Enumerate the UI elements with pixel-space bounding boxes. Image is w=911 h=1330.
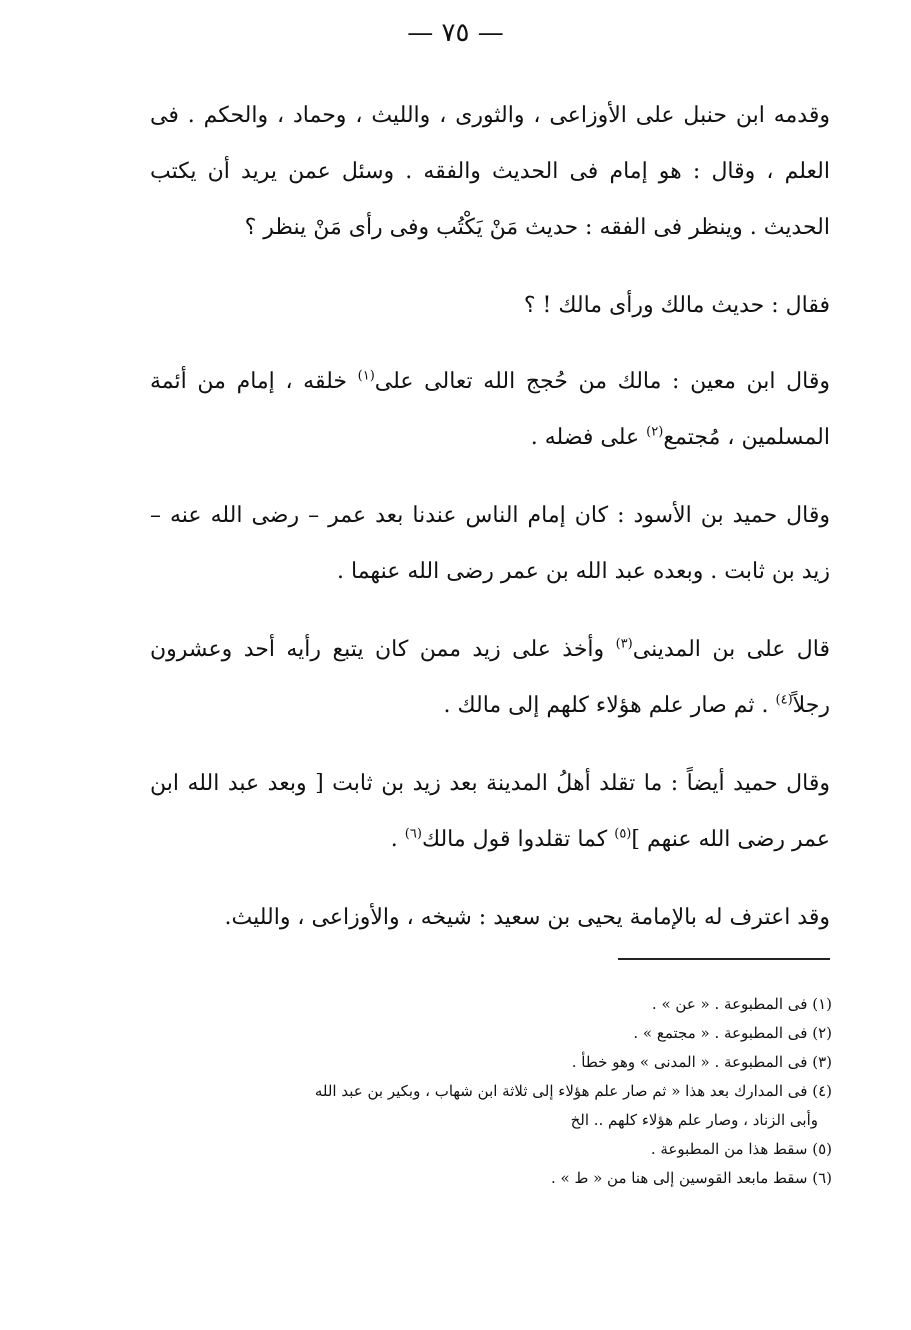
paragraph-6-text-c: . [390, 827, 405, 852]
paragraph-5 [150, 622, 830, 734]
footnote-2: (٢) فى المطبوعة . « مجتمع » . [633, 1024, 832, 1042]
footnote-4-continued-text: وأبى الزناد ، وصار علم هؤلاء كلهم .. الخ [570, 1111, 818, 1129]
paragraph-5-text-b: وأخذ على زيد ممن كان يتبع رأيه أحد وعشرون رجلاً [150, 637, 830, 718]
footnote-ref-3: (٣) [615, 636, 633, 652]
footnote-4-continued [160, 1106, 832, 1135]
footnote-ref-5: (٥) [614, 826, 632, 842]
footnote-5: (٥) سقط هذا من المطبوعة . [650, 1140, 832, 1158]
paragraph-6-text-a: وقال حميد أيضاً : ما تقلد أهلُ المدينة بعد زيد بن ثابت [ وبعد عبد الله ابن عمر رضى الله عنهم ] [150, 771, 830, 852]
paragraph-3-text-b: خلقه ، إمام من أئمة المسلمين ، مُجتمع [150, 369, 830, 450]
paragraph-3-text-a: وقال ابن معين : مالك من حُجج الله تعالى على [374, 369, 830, 394]
paragraph-3-text-c: على فضله . [530, 425, 647, 450]
paragraph-4: وقال حميد بن الأسود : كان إمام الناس عندنا بعد عمر – رضى الله عنه – زيد بن ثابت . وبعده عبد الله بن عمر رضى الله عنهما . [150, 503, 830, 584]
paragraph-6 [150, 756, 830, 868]
footnotes [160, 990, 832, 1193]
paragraph-1: وقدمه ابن حنبل على الأوزاعى ، والثورى ، والليث ، وحماد ، والحكم . فى العلم ، وقال : هو إمام فى الحديث والفقه . وسئل عمن يريد أن يكتب الحديث . وينظر فى الفقه : حديث مَنْ يَكْتُب وفى رأى مَنْ ينظر ؟ [150, 103, 830, 240]
main-text [150, 88, 830, 968]
footnote-ref-6: (٦) [404, 826, 422, 842]
paragraph-3 [150, 354, 830, 466]
paragraph-2: فقال : حديث مالك ورأى مالك ! ؟ [523, 293, 830, 318]
paragraph-5-text-a: قال على بن المدينى [632, 637, 830, 662]
footnote-divider [618, 958, 830, 960]
footnote-3: (٣) فى المطبوعة . « المدنى » وهو خطأ . [571, 1053, 832, 1071]
footnote-6: (٦) سقط مابعد القوسين إلى هنا من « ط » . [550, 1169, 832, 1187]
footnote-1: (١) فى المطبوعة . « عن » . [651, 995, 832, 1013]
footnote-ref-4: (٤) [775, 692, 793, 708]
paragraph-6-text-b: كما تقلدوا قول مالك [421, 827, 615, 852]
paragraph-5-text-c: . ثم صار علم هؤلاء كلهم إلى مالك . [443, 693, 776, 718]
footnote-ref-1: (١) [357, 368, 375, 384]
page-number: — ٧٥ — [407, 18, 504, 48]
paragraph-7: وقد اعترف له بالإمامة يحيى بن سعيد : شيخه ، والأوزاعى ، والليث. [224, 905, 830, 930]
footnote-ref-2: (٢) [646, 424, 664, 440]
footnote-4: (٤) فى المدارك بعد هذا « ثم صار علم هؤلاء إلى ثلاثة ابن شهاب ، وبكير بن عبد الله [314, 1082, 832, 1100]
